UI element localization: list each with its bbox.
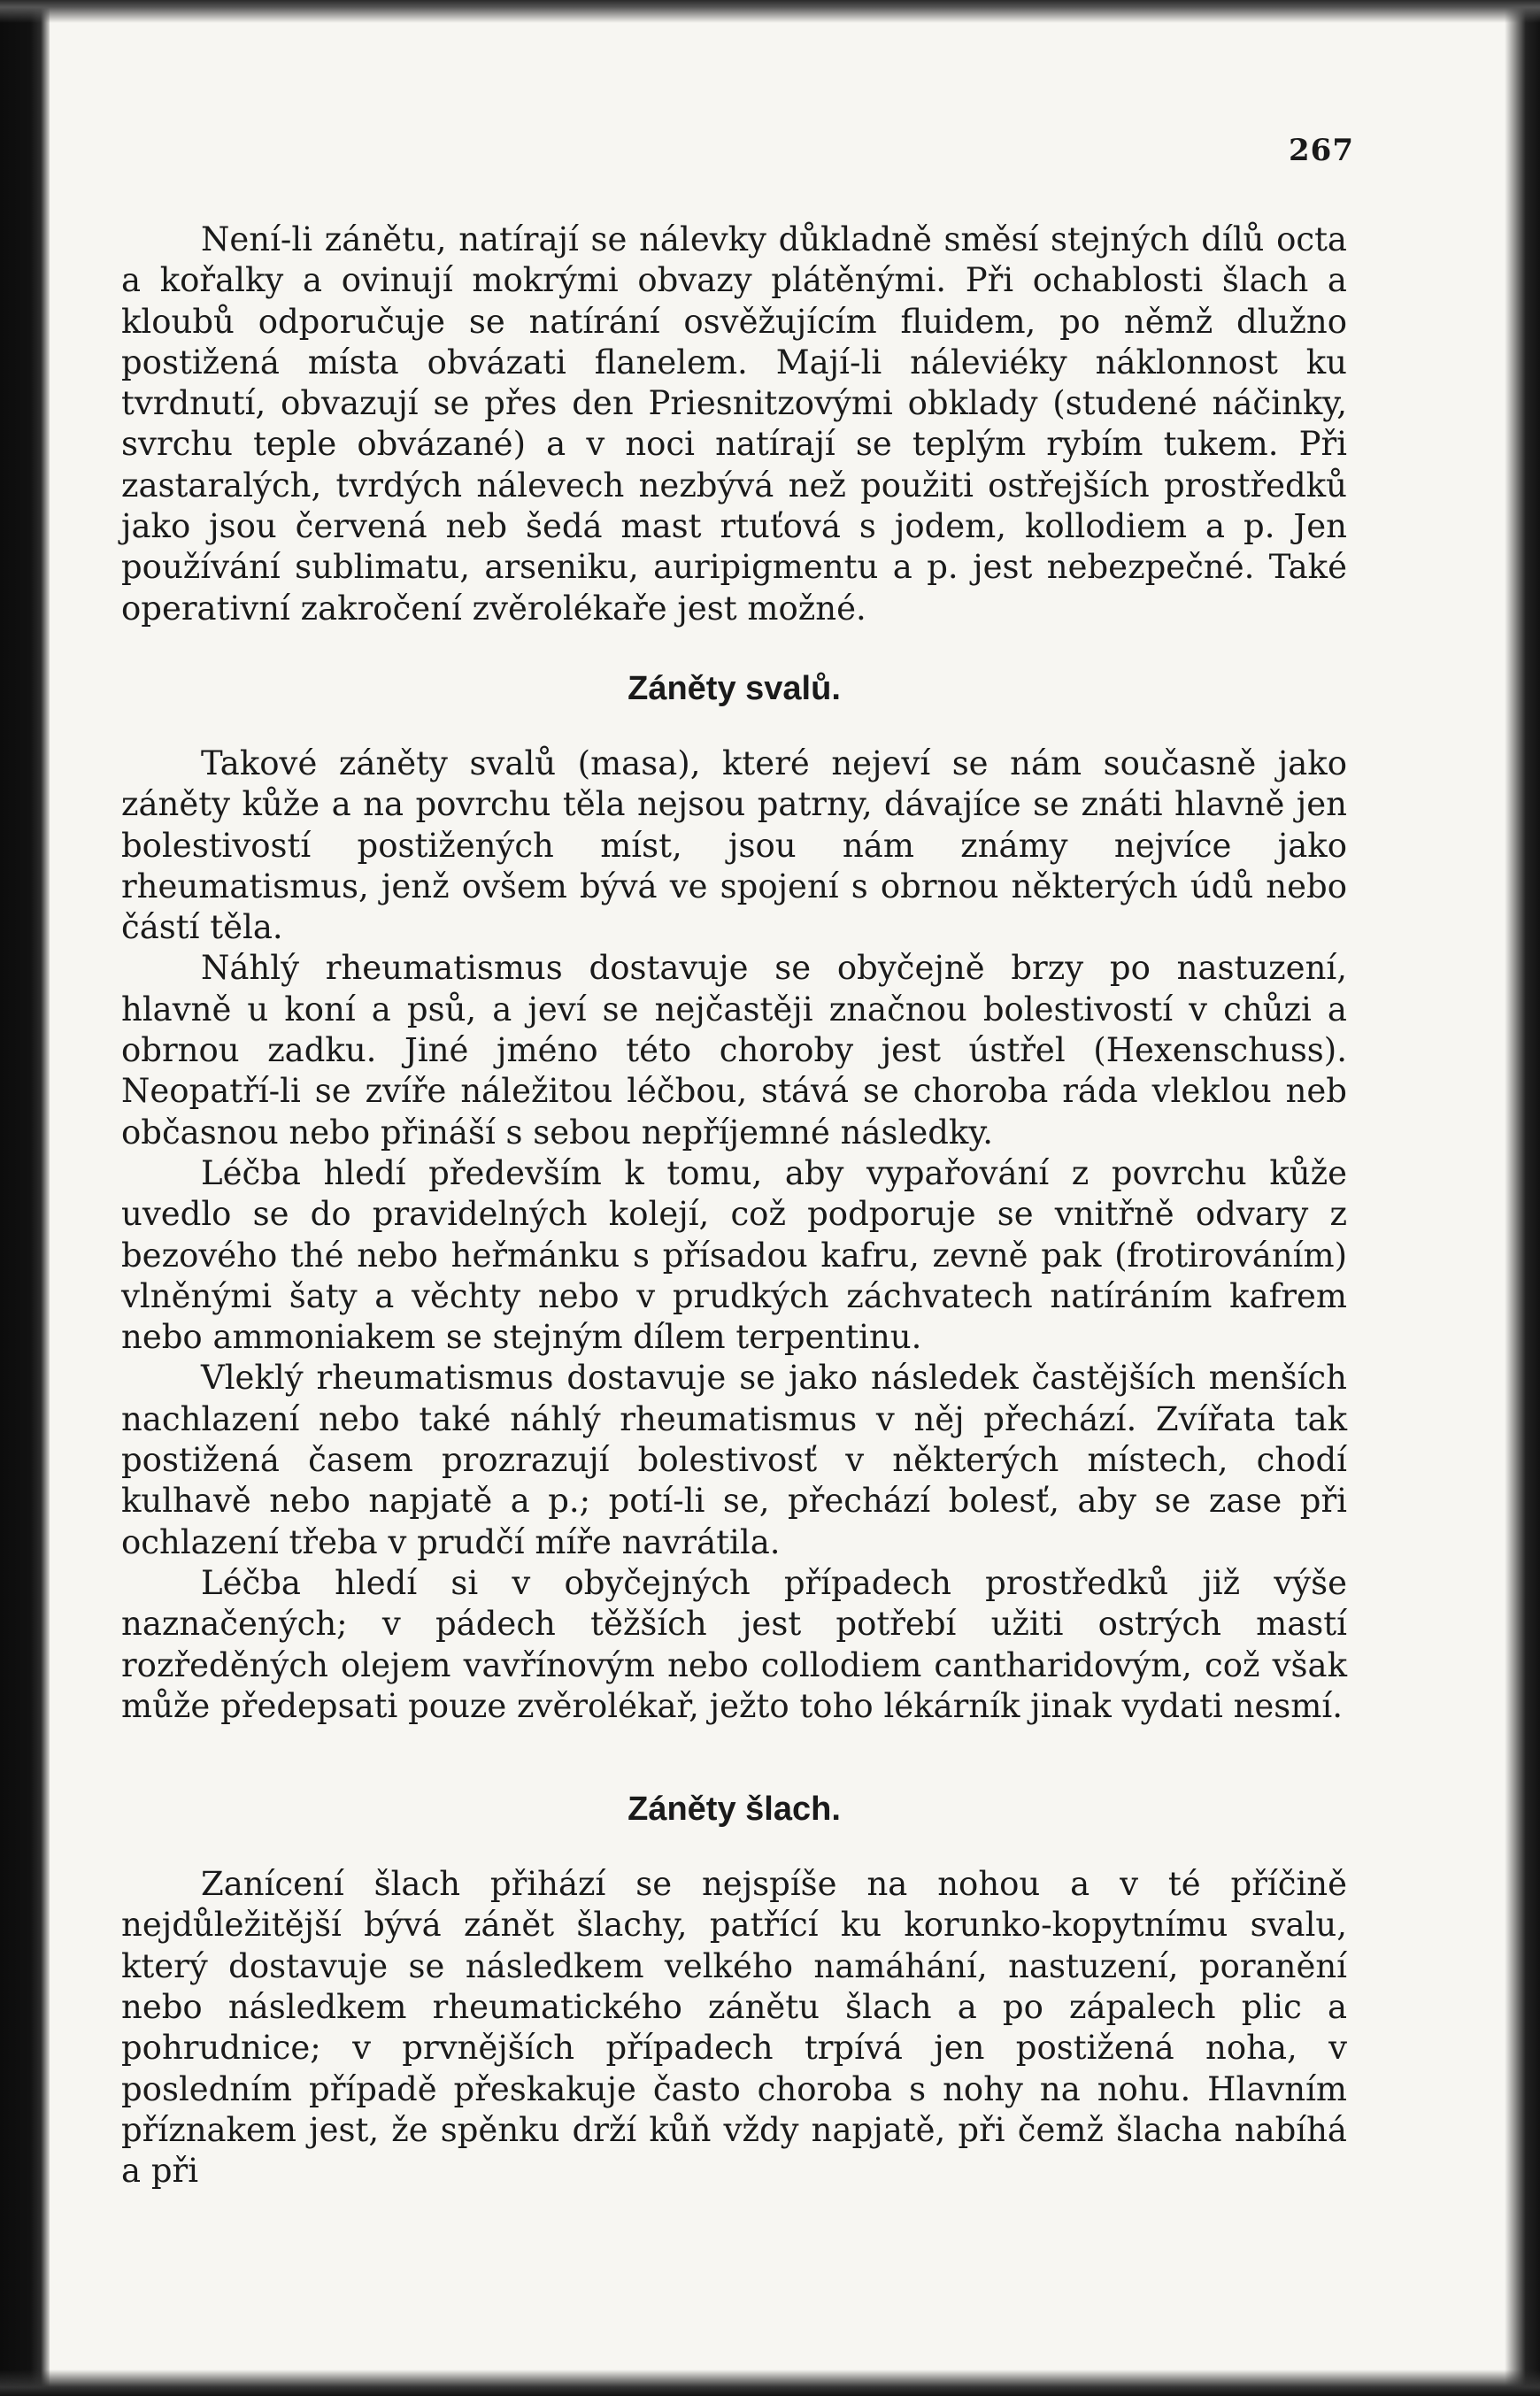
paragraph-zaniceni-slach: Zanícení šlach přihází se nejspíše na nohou a v té příčině nejdůležitější bývá zánět šlachy, patřící ku korunko-kopytnímu svalu, který dostavuje se následkem velkého namáhání, nastuzení, poranění nebo následkem rheumatického zánětu šlach a po zápalech plic a pohrudnice; v prvnějších případech trpívá jen postižená noha, v posledním případě přeskakuje často choroba s nohy na nohu. Hlavním příznakem jest, že spěnku drží kůň vždy napjatě, při čemž šlacha nabíhá a při (121, 1865, 1347, 2191)
paragraph-lecba-nahly: Léčba hledí především k tomu, aby vypařování z povrchu kůže uvedlo se do pravidelných kolejí, což podporuje se vnitřně odvary z bezového thé nebo heřmánku s přísadou kafru, zevně pak (frotirováním) vlněnými šaty a věchty nebo v prudkých záchvatech natíráním kafrem nebo ammoniakem se stejným dílem terpentinu. (121, 1153, 1347, 1357)
paragraph-lecba-vlekly: Léčba hledí si v obyčejných případech prostředků již výše naznačených; v pádech těžších jest potřebí užiti ostrých mastí rozředěných olejem vavřínovým nebo collodiem cantharidovým, což však může předepsati pouze zvěrolékař, ježto toho lékárník jinak vydati nesmí. (121, 1563, 1347, 1725)
page-number: 267 (1289, 133, 1354, 168)
scan-left-edge (0, 0, 50, 2396)
section-heading-zanety-svalu: Záněty svalů. (628, 669, 841, 707)
paragraph-nalevky-treatment: Není-li zánětu, natírají se nálevky důkladně směsí stejných dílů octa a kořalky a ovinují mokrými obvazy plátěnými. Při ochablosti šlach a kloubů odporučuje se natírání osvěžujícím fluidem, po němž dlužno postižená místa obvázati flanelem. Mají-li náleviéky náklonnost ku tvrdnutí, obvazují se přes den Priesnitzovými obklady (studené náčinky, svrchu teple obvázané) a v noci natírají se teplým rybím tukem. Při zastaralých, tvrdých nálevech nezbývá než použiti ostřejších prostředků jako jsou červená neb šedá mast rtuťová s jodem, kollodiem a p. Jen používání sublimatu, arseniku, auripigmentu a p. jest nebezpečné. Také operativní zakročení zvěrolékaře jest možné. (121, 220, 1347, 628)
page-body (121, 220, 1347, 2192)
paragraph-svaly-intro: Takové záněty svalů (masa), které nejeví se nám současně jako záněty kůže a na povrchu těla nejsou patrny, dávajíce se znáti hlavně jen bolestivostí postižených míst, jsou nám známy nejvíce jako rheumatismus, jenž ovšem bývá ve spojení s obrnou některých údů nebo částí těla. (121, 743, 1347, 947)
section-heading-zanety-slach: Záněty šlach. (628, 1791, 841, 1829)
paragraph-nahly-rheumatismus: Náhlý rheumatismus dostavuje se obyčejně brzy po nastuzení, hlavně u koní a psů, a jeví se nejčastěji značnou bolestivostí v chůzi a obrnou zadku. Jiné jméno této choroby jest ústřel (Hexenschuss). Neopatří-li se zvíře náležitou léčbou, stává se choroba ráda vleklou neb občasnou nebo přináší s sebou nepříjemné následky. (121, 949, 1347, 1152)
scan-bottom-edge (0, 2369, 1540, 2396)
scan-right-edge (1505, 0, 1540, 2396)
scan-top-edge (0, 0, 1540, 23)
paragraph-vlekly-rheumatismus: Vleklý rheumatismus dostavuje se jako následek častějších menších nachlazení nebo také náhlý rheumatismus v něj přechází. Zvířata tak postižená časem prozrazují bolestivosť v některých místech, chodí kulhavě nebo napjatě a p.; potí-li se, přechází bolesť, aby se zase při ochlazení třeba v prudčí míře navrátila. (121, 1359, 1347, 1561)
